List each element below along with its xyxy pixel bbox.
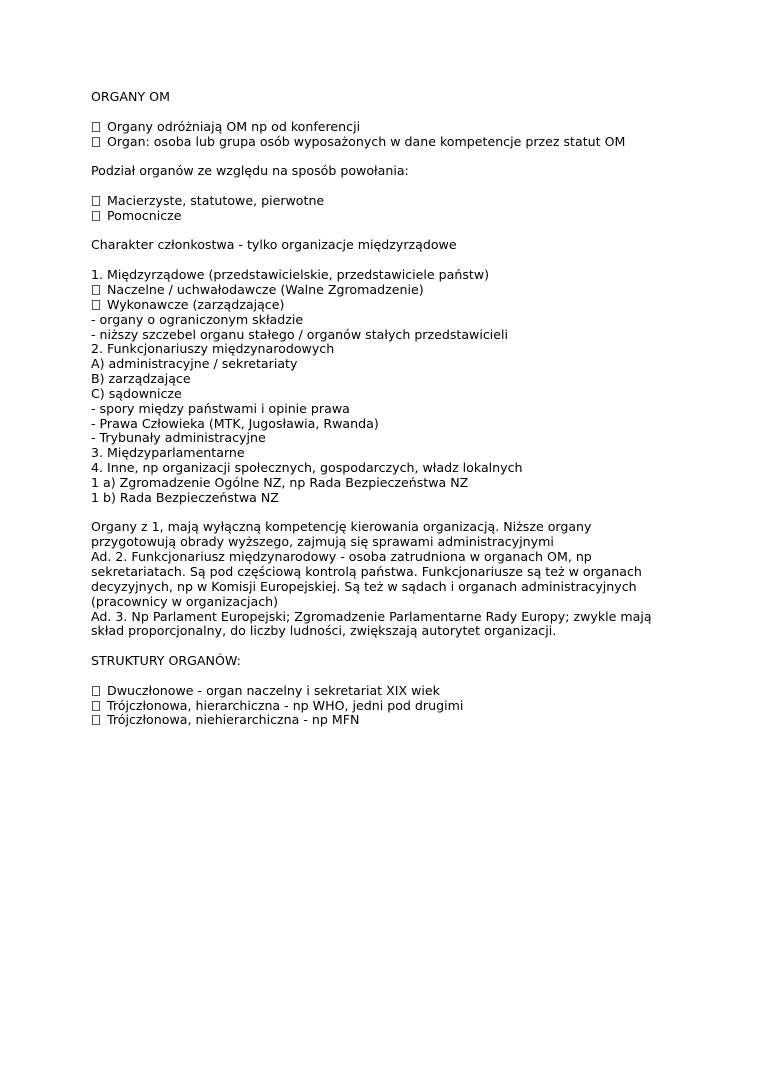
bullet-item — [91, 135, 680, 150]
section-heading-struktury: STRUKTURY ORGANÓW: — [91, 653, 241, 669]
list-line: 1 b) Rada Bezpieczeństwa NZ — [91, 489, 279, 505]
paragraph-line: sekretariatach. Są pod częściową kontrolą państwa. Funkcjonariusze są też w organach — [91, 564, 642, 579]
bullet-box-icon — [92, 137, 100, 147]
bullet-text: Pomocnicze — [107, 207, 182, 223]
paragraph-line: Ad. 2. Funkcjonariusz międzynarodowy - osoba zatrudniona w organach OM, np — [91, 549, 592, 565]
list-line: A) administracyjne / sekretariaty — [91, 356, 298, 372]
paragraph-line: decyzyjnych, np w Komisji Europejskiej. Są też w sądach i organach administracyjnych — [91, 578, 637, 594]
charakter-line: Charakter członkostwa - tylko organizacje międzyrządowe — [91, 237, 457, 253]
paragraph-line: (pracownicy w organizacjach) — [91, 593, 279, 609]
list-line: - Trybunały administracyjne — [91, 430, 266, 446]
bullet-box-icon — [92, 701, 100, 711]
bullet-item — [91, 298, 680, 313]
bullet-box-icon — [92, 285, 100, 295]
spacer — [91, 224, 680, 239]
spacer — [91, 105, 680, 120]
paragraph-line: skład proporcjonalny, do liczby ludności, zwiększają autorytet organizacji. — [91, 623, 557, 639]
bullet-box-icon — [92, 196, 100, 206]
paragraph-line: Organy z 1, mają wyłączną kompetencję kierowania organizacją. Niższe organy — [91, 519, 592, 535]
bullet-item — [91, 684, 680, 699]
bullet-text: Organ: osoba lub grupa osób wyposażonych w dane kompetencje przez statut OM — [107, 133, 626, 149]
bullet-box-icon — [92, 300, 100, 310]
spacer — [91, 669, 680, 684]
bullet-text: Dwuczłonowe - organ naczelny i sekretariat XIX wiek — [107, 682, 440, 698]
bullet-text: Naczelne / uchwałodawcze (Walne Zgromadzenie) — [107, 281, 424, 297]
bullet-box-icon — [92, 686, 100, 696]
list-line: 3. Międzyparlamentarne — [91, 445, 245, 461]
description-paragraph — [91, 520, 680, 639]
bullet-item — [91, 283, 680, 298]
bullet-item — [91, 194, 680, 209]
bullet-text: Trójczłonowa, niehierarchiczna - np MFN — [107, 712, 360, 728]
bullet-item — [91, 699, 680, 714]
list-line: C) sądownicze — [91, 385, 182, 401]
bullet-text: Wykonawcze (zarządzające) — [107, 296, 285, 312]
list-line: 2. Funkcjonariuszy międzynarodowych — [91, 341, 335, 357]
section-heading-podzial: Podział organów ze względu na sposób powołania: — [91, 163, 409, 179]
paragraph-line: przygotowują obrady wyższego, zajmują się sprawami administracyjnymi — [91, 534, 554, 550]
bullet-box-icon — [92, 715, 100, 725]
spacer — [91, 149, 680, 164]
spacer — [91, 179, 680, 194]
bullet-text: Trójczłonowa, hierarchiczna - np WHO, jedni pod drugimi — [107, 697, 464, 713]
spacer — [91, 639, 680, 654]
list-line: 1 a) Zgromadzenie Ogólne NZ, np Rada Bezpieczeństwa NZ — [91, 474, 469, 490]
list-line: 1. Międzyrządowe (przedstawicielskie, przedstawiciele państw) — [91, 267, 490, 283]
list-line: - organy o ograniczonym składzie — [91, 311, 304, 327]
bullet-item — [91, 209, 680, 224]
bullet-box-icon — [92, 122, 100, 132]
list-line: B) zarządzające — [91, 371, 191, 387]
paragraph-line: Ad. 3. Np Parlament Europejski; Zgromadzenie Parlamentarne Rady Europy; zwykle mają — [91, 608, 652, 624]
bullet-box-icon — [92, 211, 100, 221]
spacer — [91, 506, 680, 521]
document-title: ORGANY OM — [91, 89, 170, 104]
bullet-item — [91, 713, 680, 728]
spacer — [91, 253, 680, 268]
list-line: - spory między państwami i opinie prawa — [91, 400, 350, 416]
bullet-item — [91, 120, 680, 135]
bullet-text: Macierzyste, statutowe, pierwotne — [107, 192, 325, 208]
organ-list — [91, 268, 680, 506]
bullet-text: Organy odróżniają OM np od konferencji — [107, 118, 361, 134]
list-line: 4. Inne, np organizacji społecznych, gospodarczych, władz lokalnych — [91, 460, 523, 476]
list-line: - Prawa Człowieka (MTK, Jugosławia, Rwanda) — [91, 415, 379, 431]
list-line: - niższy szczebel organu stałego / organów stałych przedstawicieli — [91, 326, 509, 342]
